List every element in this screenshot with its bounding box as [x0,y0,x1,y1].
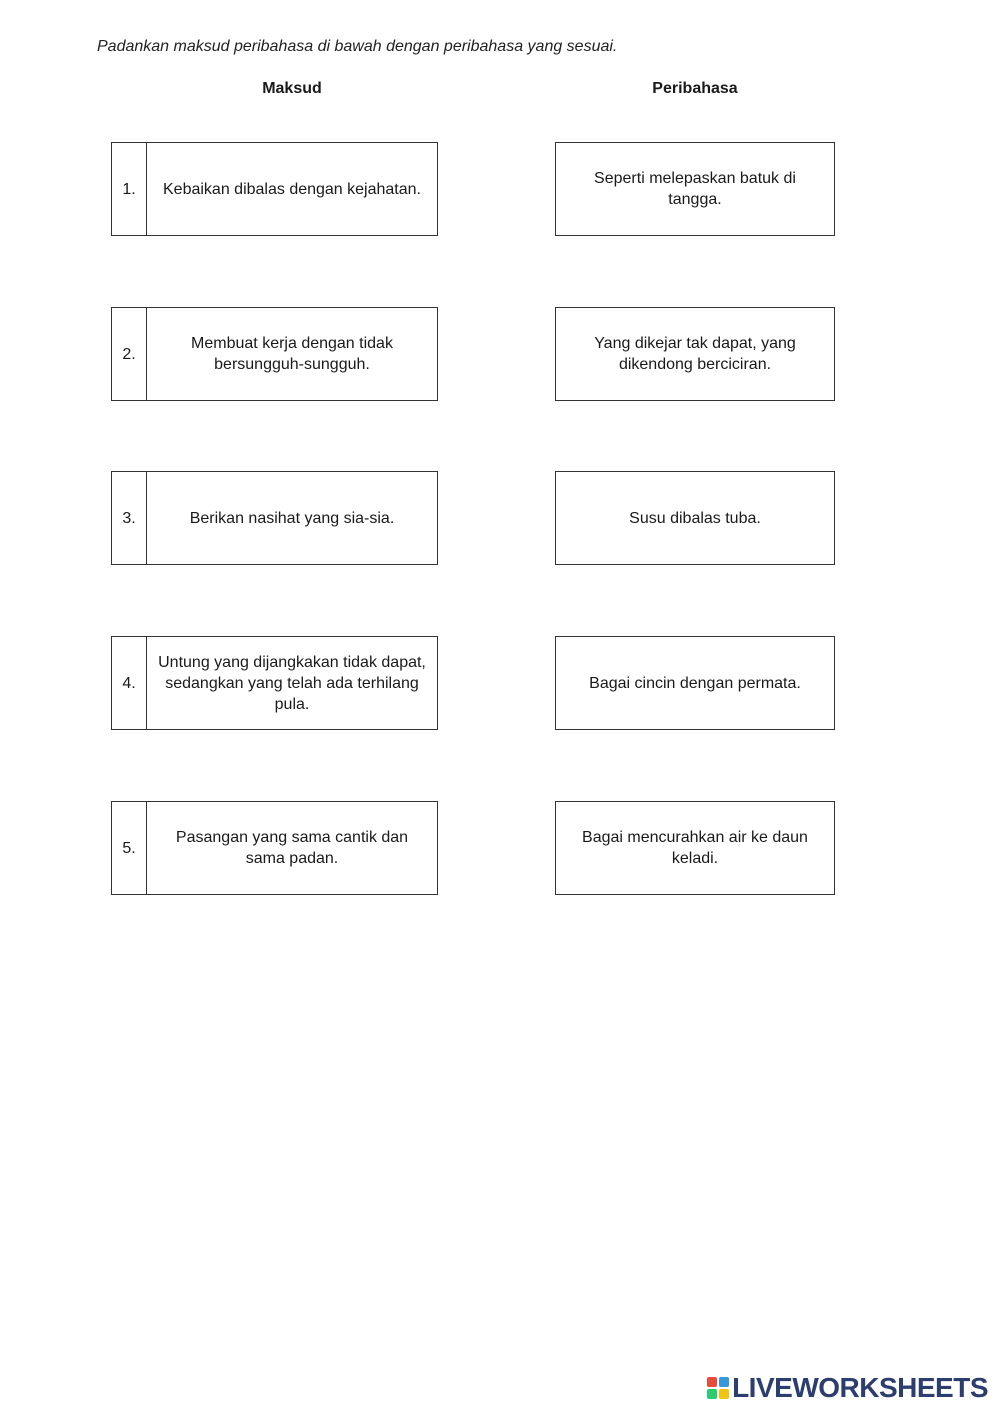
maksud-text: Membuat kerja dengan tidak bersungguh-sungguh. [191,335,393,373]
maksud-number: 3. [112,472,147,564]
maksud-box-5 [111,801,438,895]
maksud-text: Berikan nasihat yang sia-sia. [189,509,395,527]
logo-square [719,1389,729,1399]
peribahasa-box-2[interactable]: Yang dikejar tak dapat, yang dikendong berciciran. [555,307,835,401]
instruction: Padankan maksud peribahasa di bawah dengan peribahasa yang sesuai. [97,38,618,55]
maksud-box-2 [111,307,438,401]
maksud-box-4 [111,636,438,730]
peribahasa-box-3[interactable]: Susu dibalas tuba. [555,471,835,565]
logo-text: LIVEWORKSHEETS [732,1372,988,1403]
logo-square [707,1377,717,1387]
maksud-text: Kebaikan dibalas dengan kejahatan. [163,180,421,198]
peribahasa-box-1[interactable]: Seperti melepaskan batuk di tangga. [555,142,835,236]
maksud-number: 5. [112,802,147,894]
liveworksheets-logo [707,1372,988,1404]
maksud-box-3 [111,471,438,565]
maksud-text: Untung yang dijangkakan tidak dapat, sedangkan yang telah ada terhilang pula. [158,653,426,713]
column-header-peribahasa: Peribahasa [652,80,738,97]
column-header-maksud: Maksud [262,80,322,97]
maksud-box-1 [111,142,438,236]
peribahasa-box-5[interactable]: Bagai mencurahkan air ke daun keladi. [555,801,835,895]
maksud-number: 1. [112,143,147,235]
peribahasa-box-4[interactable]: Bagai cincin dengan permata. [555,636,835,730]
maksud-number: 2. [112,308,147,400]
maksud-text: Pasangan yang sama cantik dan sama padan. [175,829,409,867]
logo-grid-icon [707,1377,729,1399]
logo-square [719,1377,729,1387]
maksud-number: 4. [112,637,147,729]
logo-square [707,1389,717,1399]
